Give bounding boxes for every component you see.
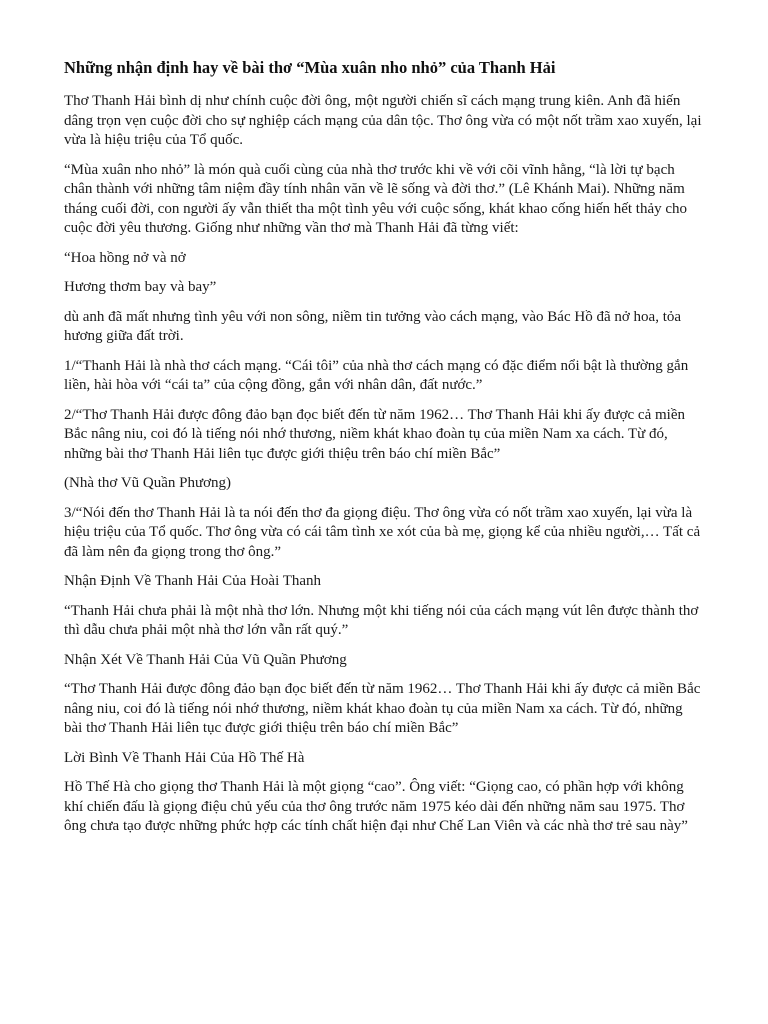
quote-ho-the-ha: Hồ Thế Hà cho giọng thơ Thanh Hải là một giọng “cao”. Ông viết: “Giọng cao, có phần hợp với không khí chiến đấu là giọng điệu chủ yếu của thơ ông trước năm 1975 kéo dài đến những năm sau 1975. Thơ ông chưa tạo được những phức hợp các tính chất hiện đại như Chế Lan Viên và các nhà thơ trẻ sau này” [64, 779, 688, 834]
quote-2-attribution: (Nhà thơ Vũ Quần Phương) [64, 475, 232, 491]
poem-line-2: Hương thơm bay và bay” [64, 279, 217, 295]
quote-1: 1/“Thanh Hải là nhà thơ cách mạng. “Cái tôi” của nhà thơ cách mạng có đặc điểm nổi bật là thường gắn liền, hài hòa với “cái ta” của cộng đồng, gắn với nhân dân, đất nước.” [64, 357, 689, 393]
section-heading-ho-the-ha: Lời Bình Về Thanh Hải Của Hồ Thế Hà [64, 749, 305, 766]
paragraph-mua-xuan: “Mùa xuân nho nhỏ” là món quà cuối cùng của nhà thơ trước khi về với cõi vĩnh hằng, “là lời tự bạch chân thành với những tâm niệm đầy tính nhân văn về lẽ sống và đời thơ.” (Lê Khánh Mai). Những năm tháng cuối đời, con người ấy vẫn thiết tha một tình yêu với cuộc sống, khát khao cống hiến hết thảy cho cuộc đời yêu thương. Giống như những vần thơ mà Thanh Hải đã từng viết: [64, 161, 688, 236]
paragraph-intro: Thơ Thanh Hải bình dị như chính cuộc đời ông, một người chiến sĩ cách mạng trung kiên. Anh đã hiến dâng trọn vẹn cuộc đời cho sự nghiệp cách mạng của dân tộc. Thơ ông vừa có một nốt trầm xao xuyến, lại vừa là hiệu triệu của Tổ quốc. [64, 93, 702, 148]
document-page [64, 58, 704, 847]
poem-line-1: “Hoa hồng nở và nở [64, 249, 186, 266]
section-heading-vu-quan-phuong: Nhận Xét Về Thanh Hải Của Vũ Quần Phương [64, 651, 347, 668]
quote-2: 2/“Thơ Thanh Hải được đông đảo bạn đọc biết đến từ năm 1962… Thơ Thanh Hải khi ấy được cả miền Bắc nâng niu, coi đó là tiếng nói nhớ thương, niềm khát khao đoàn tụ của miền Nam xa cách. Từ đó, những bài thơ Thanh Hải liên tục được giới thiệu trên báo chí miền Bắc” [64, 406, 685, 462]
paragraph-legacy: dù anh đã mất nhưng tình yêu với non sông, niềm tin tưởng vào cách mạng, vào Bác Hồ đã nở hoa, tỏa hương giữa đất trời. [64, 308, 682, 344]
section-heading-hoai-thanh: Nhận Định Về Thanh Hải Của Hoài Thanh [64, 573, 322, 589]
document-title: Những nhận định hay về bài thơ “Mùa xuân nho nhỏ” của Thanh Hải [64, 58, 556, 77]
quote-3: 3/“Nói đến thơ Thanh Hải là ta nói đến thơ đa giọng điệu. Thơ ông vừa có nốt trầm xao xuyến, lại vừa là hiệu triệu của Tổ quốc. Thơ ông vừa có cái tâm tình xe xót của bà mẹ, giọng kể của nhiều người,… Tất cả đã làm nên đa giọng trong thơ ông.” [64, 504, 701, 560]
quote-hoai-thanh: “Thanh Hải chưa phải là một nhà thơ lớn. Nhưng một khi tiếng nói của cách mạng vút lên được thành thơ thì dẫu chưa phải một nhà thơ lớn vẫn rất quý.” [64, 602, 699, 638]
quote-vu-quan-phuong: “Thơ Thanh Hải được đông đảo bạn đọc biết đến từ năm 1962… Thơ Thanh Hải khi ấy được cả miền Bắc nâng niu, coi đó là tiếng nói nhớ thương, niềm khát khao đoàn tụ của miền Nam xa cách. Từ đó, những bài thơ Thanh Hải liên tục được giới thiệu trên báo chí miền Bắc” [64, 681, 701, 736]
